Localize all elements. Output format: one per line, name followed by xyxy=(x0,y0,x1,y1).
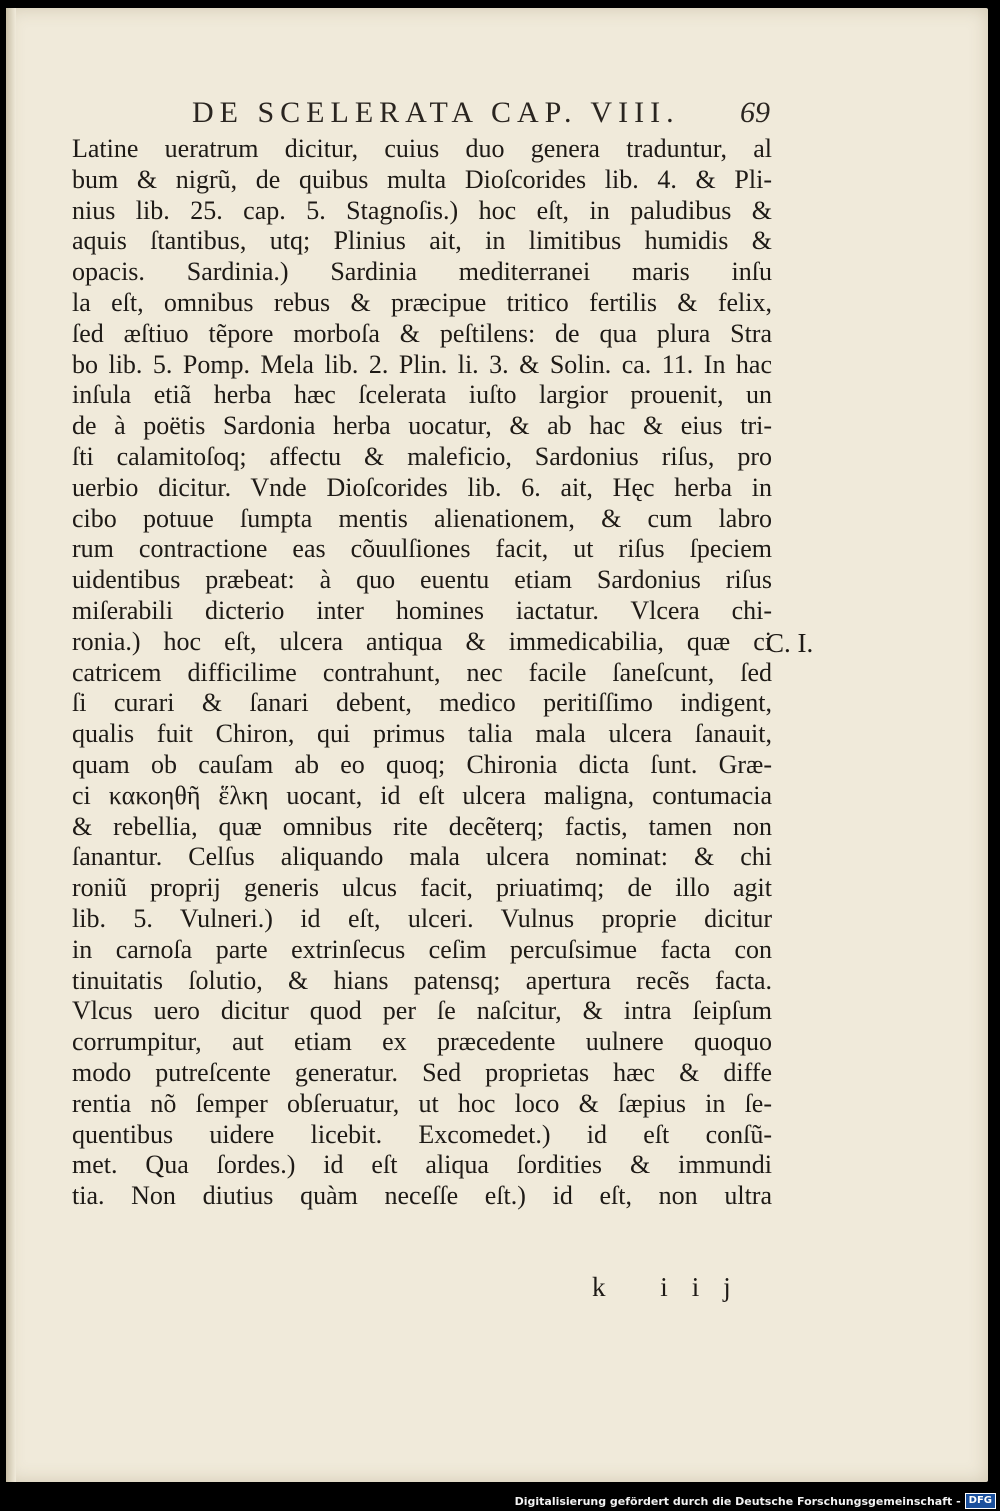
text-line: de à poëtis Sardonia herba uocatur, & ab hac & eius tri- xyxy=(72,411,772,441)
text-line: nius lib. 25. cap. 5. Stagnoſis.) hoc eſt, in paludibus & xyxy=(72,195,772,225)
running-head-title: DE SCELERATA CAP. VIII. xyxy=(192,96,680,129)
text-line: Vlcus uero dicitur quod per ſe naſcitur, & intra ſeipſum xyxy=(72,996,772,1026)
text-line: uidentibus præbeat: à quo euentu etiam Sardonius riſus xyxy=(72,565,772,595)
text-line: corrumpitur, aut etiam ex præcedente uulnere quoquo xyxy=(72,1027,772,1057)
text-line: opacis. Sardinia.) Sardinia mediterranei maris inſu xyxy=(72,257,772,287)
text-line: tia. Non diutius quàm neceſſe eſt.) id eſt, non ultra xyxy=(72,1181,772,1211)
page-number: 69 xyxy=(740,96,770,129)
text-line: rentia nõ ſemper obſeruatur, ut hoc loco & ſæpius in ſe- xyxy=(72,1088,772,1118)
running-head xyxy=(150,96,770,132)
text-line: in carnoſa parte extrinſecus ceſim percuſsimue facta con xyxy=(72,934,772,964)
text-line: modo putreſcente generatur. Sed proprietas hæc & diffe xyxy=(72,1057,772,1087)
signature-mark: k iij xyxy=(592,1272,755,1302)
text-line: cibo potuue ſumpta mentis alienationem, & cum labro xyxy=(72,503,772,533)
text-line: met. Qua ſordes.) id eſt aliqua ſordities & immundi xyxy=(72,1150,772,1180)
digitization-credit xyxy=(515,1493,996,1509)
text-line: miſerabili dicterio inter homines iactatur. Vlcera chi- xyxy=(72,595,772,625)
text-line: bum & nigrũ, de quibus multa Dioſcorides lib. 4. & Pli- xyxy=(72,164,772,194)
text-line: roniũ proprij generis ulcus facit, priuatimq; de illo agit xyxy=(72,873,772,903)
text-line: ſti calamitoſoq; affectu & maleficio, Sardonius riſus, pro xyxy=(72,441,772,471)
text-line: la eſt, omnibus rebus & præcipue tritico fertilis & felix, xyxy=(72,287,772,317)
digitization-credit-text: Digitalisierung gefördert durch die Deutsche Forschungsgemeinschaft - xyxy=(514,1494,961,1508)
text-line: ſi curari & ſanari debent, medico peritiſſimo indigent, xyxy=(72,688,772,718)
text-line: ronia.) hoc eſt, ulcera antiqua & immedicabilia, quæ ci xyxy=(72,626,772,656)
dfg-logo: DFG xyxy=(965,1493,996,1509)
text-line: inſula etiã herba hæc ſcelerata iuſto largior prouenit, un xyxy=(72,380,772,410)
text-line: quentibus uidere licebit. Excomedet.) id eſt conſũ- xyxy=(72,1119,772,1149)
page-gutter-shadow xyxy=(6,8,16,1482)
text-line: catricem difficilime contrahunt, nec facile ſaneſcunt, ſed xyxy=(72,657,772,687)
text-line: lib. 5. Vulneri.) id eſt, ulceri. Vulnus proprie dicitur xyxy=(72,903,772,933)
text-line: quam ob cauſam ab eo quoq; Chironia dicta ſunt. Græ- xyxy=(72,749,772,779)
text-line: Latine ueratrum dicitur, cuius duo genera traduntur, al xyxy=(72,134,772,163)
text-line: ſanantur. Celſus aliquando mala ulcera nominat: & chi xyxy=(72,842,772,872)
marginal-note: C. I. xyxy=(766,628,814,658)
text-line: uerbio dicitur. Vnde Dioſcorides lib. 6. ait, Hęc herba in xyxy=(72,472,772,502)
text-line: tinuitatis ſolutio, & hians patensq; apertura recẽs facta. xyxy=(72,965,772,995)
text-line: aquis ſtantibus, utq; Plinius ait, in limitibus humidis & xyxy=(72,226,772,256)
text-line: ſed æſtiuo tẽpore morboſa & peſtilens: de qua plura Stra xyxy=(72,318,772,348)
text-line: qualis fuit Chiron, qui primus talia mala ulcera ſanauit, xyxy=(72,719,772,749)
text-line: & rebellia, quæ omnibus rite decẽterq; factis, tamen non xyxy=(72,811,772,841)
body-text xyxy=(72,134,772,1212)
text-line: rum contractione eas cõuulſiones facit, ut riſus ſpeciem xyxy=(72,534,772,564)
text-line: ci κακοηθῆ ἕλκη uocant, id eſt ulcera maligna, contumacia xyxy=(72,780,772,810)
text-line: bo lib. 5. Pomp. Mela lib. 2. Plin. li. 3. & Solin. ca. 11. In hac xyxy=(72,349,772,379)
